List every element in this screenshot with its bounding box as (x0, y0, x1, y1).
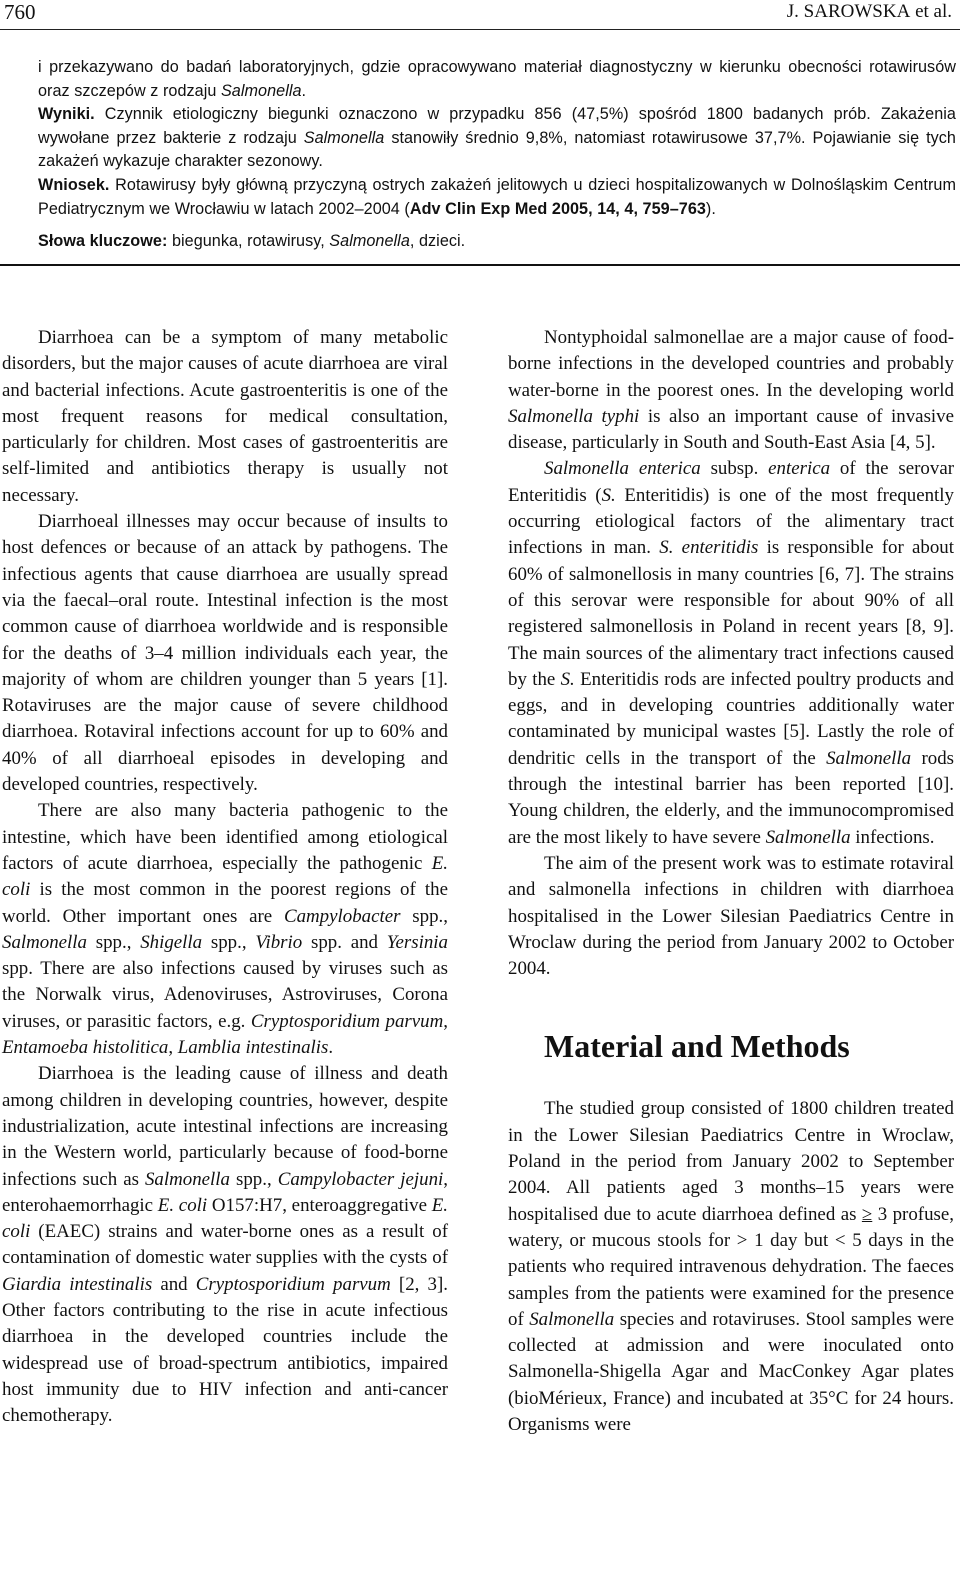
paragraph: The studied group consisted of 1800 children treated in the Lower Silesian Paediatrics Centre in Wroclaw, Poland in the period from January 2002 to September 2004. All patients aged 3 months–15 years were hospitalised due to acute diarrhoea defined as ≥ 3 profuse, watery, or mucous stools for > 1 day but < 5 days in the patients who required intravenous dehydration. The faeces samples from the patients were examined for the presence of Salmonella species and rotaviruses. Stool samples were collected at admission and were inoculated onto Salmonella-Shigella Agar and MacConkey Agar plates (bioMérieux, France) and incubated at 35°C for 24 hours. Organisms were (508, 1098, 954, 1435)
section-heading: Material and Methods (544, 1028, 850, 1065)
paragraph: Diarrhoea is the leading cause of illness and death among children in developing countries, however, despite industrialization, acute intestinal infections are increasing in the Western world, particularly because of food-borne infections such as Salmonella spp., Campylobacter jejuni, enterohaemorrhagic E. coli O157:H7, enteroaggregative E. coli (EAEC) strains and water-borne ones as a result of contamination of domestic water supplies with the cysts of Giardia intestinalis and Cryptosporidium parvum [2, 3]. Other factors contributing to the rise in acute infectious diarrhoea in the developed countries include the widespread use of broad-spectrum antibiotics, impaired host immunity due to HIV infection and anti-cancer chemotherapy. (2, 1063, 449, 1427)
paragraph: Diarrhoeal illnesses may occur because of insults to host defences or because of an attack by pathogens. The infectious agents that cause diarrhoea are usually spread via the faecal–oral route. Intestinal infection is the most common cause of diarrhoea worldwide and is responsible for the deaths of 3–4 million individuals each year, the majority of whom are children younger than 5 years [1]. Rotaviruses are the major cause of severe childhood diarrhoea. Rotaviral infections account for up to 60% and 40% of all diarrhoeal episodes in developing and developed countries, respectively. (2, 511, 448, 796)
abstract-results: Wyniki. Czynnik etiologiczny biegunki oznaczono w przypadku 856 (47,5%) spośród 1800 badanych prób. Zakażenia wywołane przez bakterie z rodzaju Salmonella stanowiły średnio 9,8%, natomiast rotawirusowe 37,7%. Pojawianie się tych zakażeń wykazuje charakter sezonowy. (38, 105, 956, 171)
abstract-conclusions: Wniosek. Rotawirusy były główną przyczyną ostrych zakażeń jelitowych u dzieci hospitalizowanych w Dolnośląskim Centrum Pediatrycznym we Wrocławiu w latach 2002–2004 (Adv Clin Exp Med 2005, 14, 4, 759–763). (38, 175, 956, 218)
right-column (508, 325, 954, 1438)
header-divider (0, 29, 960, 30)
running-head-initial: J. S (786, 1, 815, 22)
running-head-suffix: et al. (910, 1, 952, 22)
abstract-divider (0, 264, 960, 266)
page-header (0, 0, 960, 26)
paragraph: The aim of the present work was to estimate rotaviral and salmonella infections in children with diarrhoea hospitalised in the Lower Silesian Paediatrics Centre in Wroclaw during the period from January 2002 to October 2004. (508, 852, 954, 980)
running-head (787, 1, 952, 23)
paragraph: Diarrhoea can be a symptom of many metabolic disorders, but the major causes of acute diarrhoea are viral and bacterial infections. Acute gastroenteritis is one of the most frequent reasons for medical consultation, particularly for children. Most cases of gastroenteritis are self-limited and antibiotics therapy is usually not necessary. (2, 327, 448, 506)
keywords-label: Słowa kluczowe: (38, 232, 168, 251)
left-column (2, 325, 448, 1429)
paragraph: Salmonella enterica subsp. enterica of the serovar Enteritidis (S. Enteritidis) is one of the most frequently occurring etiological factors of the alimentary tract infections in man. S. enteritidis is responsible for about 60% of salmonellosis in many countries [6, 7]. The strains of this serovar were responsible for about 90% of all registered salmonellosis in Poland in recent years [8, 9]. The main sources of the alimentary tract infections caused by the S. Enteritidis rods are infected poultry products and eggs, and in developing countries additionally water contaminated by municipal wastes [5]. Lastly the role of dendritic cells in the transport of the Salmonella rods through the intestinal barrier has been reported [10]. Young children, the elderly, and the immunocompromised are the most likely to have severe Salmonella infections. (508, 458, 955, 848)
running-head-surname: AROWSKA (814, 1, 911, 22)
paragraph: Nontyphoidal salmonellae are a major cause of food-borne infections in the developed countries and probably water-borne in the poorest ones. In the developing world Salmonella typhi is also an important cause of invasive disease, particularly in South and South-East Asia [4, 5]. (508, 327, 954, 454)
journal-citation: Adv Clin Exp Med 2005, 14, 4, 759–763 (409, 199, 706, 218)
page-number: 760 (4, 0, 36, 24)
abstract-continuation: i przekazywano do badań laboratoryjnych, gdzie opracowywano materiał diagnostyczny w kierunku obecności rotawirusów oraz szczepów z rodzaju Salmonella. (38, 58, 956, 100)
abstract-polish (38, 56, 956, 254)
abstract-keywords: Słowa kluczowe: biegunka, rotawirusy, Salmonella, dzieci. (38, 232, 466, 251)
paragraph: There are also many bacteria pathogenic to the intestine, which have been identified among etiological factors of acute diarrhoea, especially the pathogenic E. coli is the most common in the poorest regions of the world. Other important ones are Campylobacter spp., Salmonella spp., Shigella spp., Vibrio spp. and Yersinia spp. There are also infections caused by viruses such as the Norwalk virus, Adenoviruses, Astroviruses, Corona viruses, or parasitic factors, e.g. Cryptosporidium parvum, Entamoeba histolitica, Lamblia intestinalis. (2, 800, 448, 1059)
geq-symbol: ≥ (861, 1203, 873, 1225)
conclusions-label: Wniosek. (38, 175, 110, 194)
results-label: Wyniki. (38, 105, 95, 124)
